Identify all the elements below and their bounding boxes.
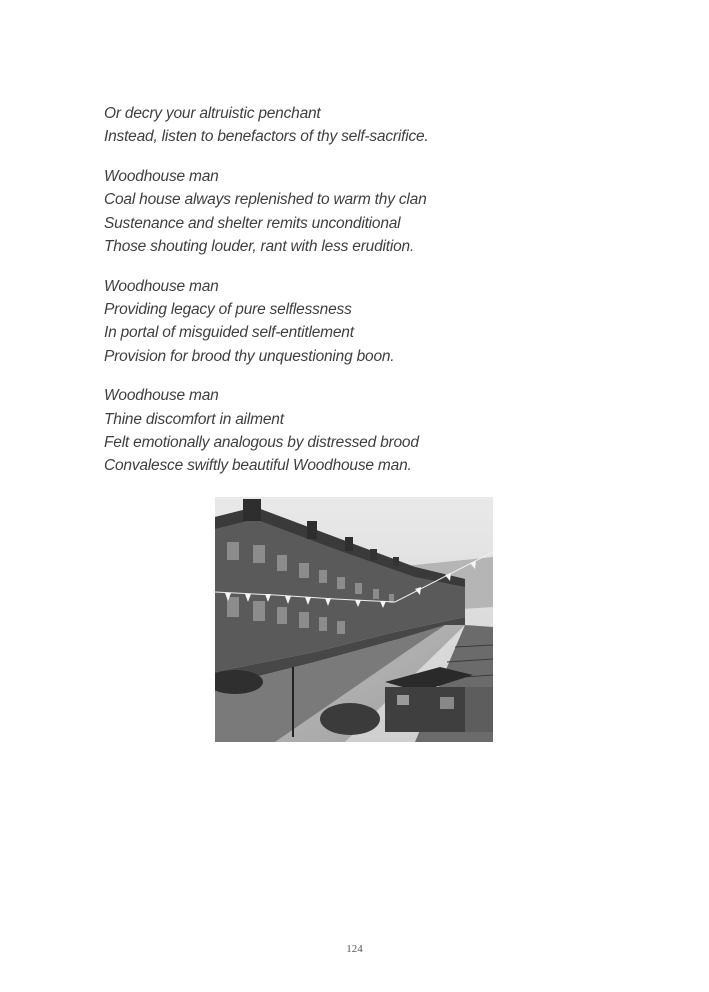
poem-line: Thine discomfort in ailment [104,410,284,428]
stanza-1 [104,102,624,149]
poem-line: Providing legacy of pure selflessness [104,301,352,319]
stanza-2 [104,165,624,258]
poem-line: Convalesce swiftly beautiful Woodhouse man. [104,457,412,475]
poem-line: Woodhouse man [104,387,219,405]
poem-line: Instead, listen to benefactors of thy self-sacrifice. [104,128,429,146]
street-photo [215,497,493,742]
poem-text [104,102,624,494]
poem-line: Sustenance and shelter remits unconditional [104,214,401,232]
poem-line: Those shouting louder, rant with less erudition. [104,237,415,255]
poem-line: Or decry your altruistic penchant [104,105,321,122]
terraced-street-image [215,497,493,742]
stanza-3 [104,275,624,368]
poem-line: Woodhouse man [104,168,219,186]
poem-line: Woodhouse man [104,277,219,295]
poem-line: Coal house always replenished to warm thy clan [104,191,427,209]
poem-line: In portal of misguided self-entitlement [104,324,354,342]
poem-line: Felt emotionally analogous by distressed brood [104,434,419,452]
poem-line: Provision for brood thy unquestioning boon. [104,347,395,365]
stanza-4 [104,384,624,477]
page-number: 124 [346,943,363,955]
